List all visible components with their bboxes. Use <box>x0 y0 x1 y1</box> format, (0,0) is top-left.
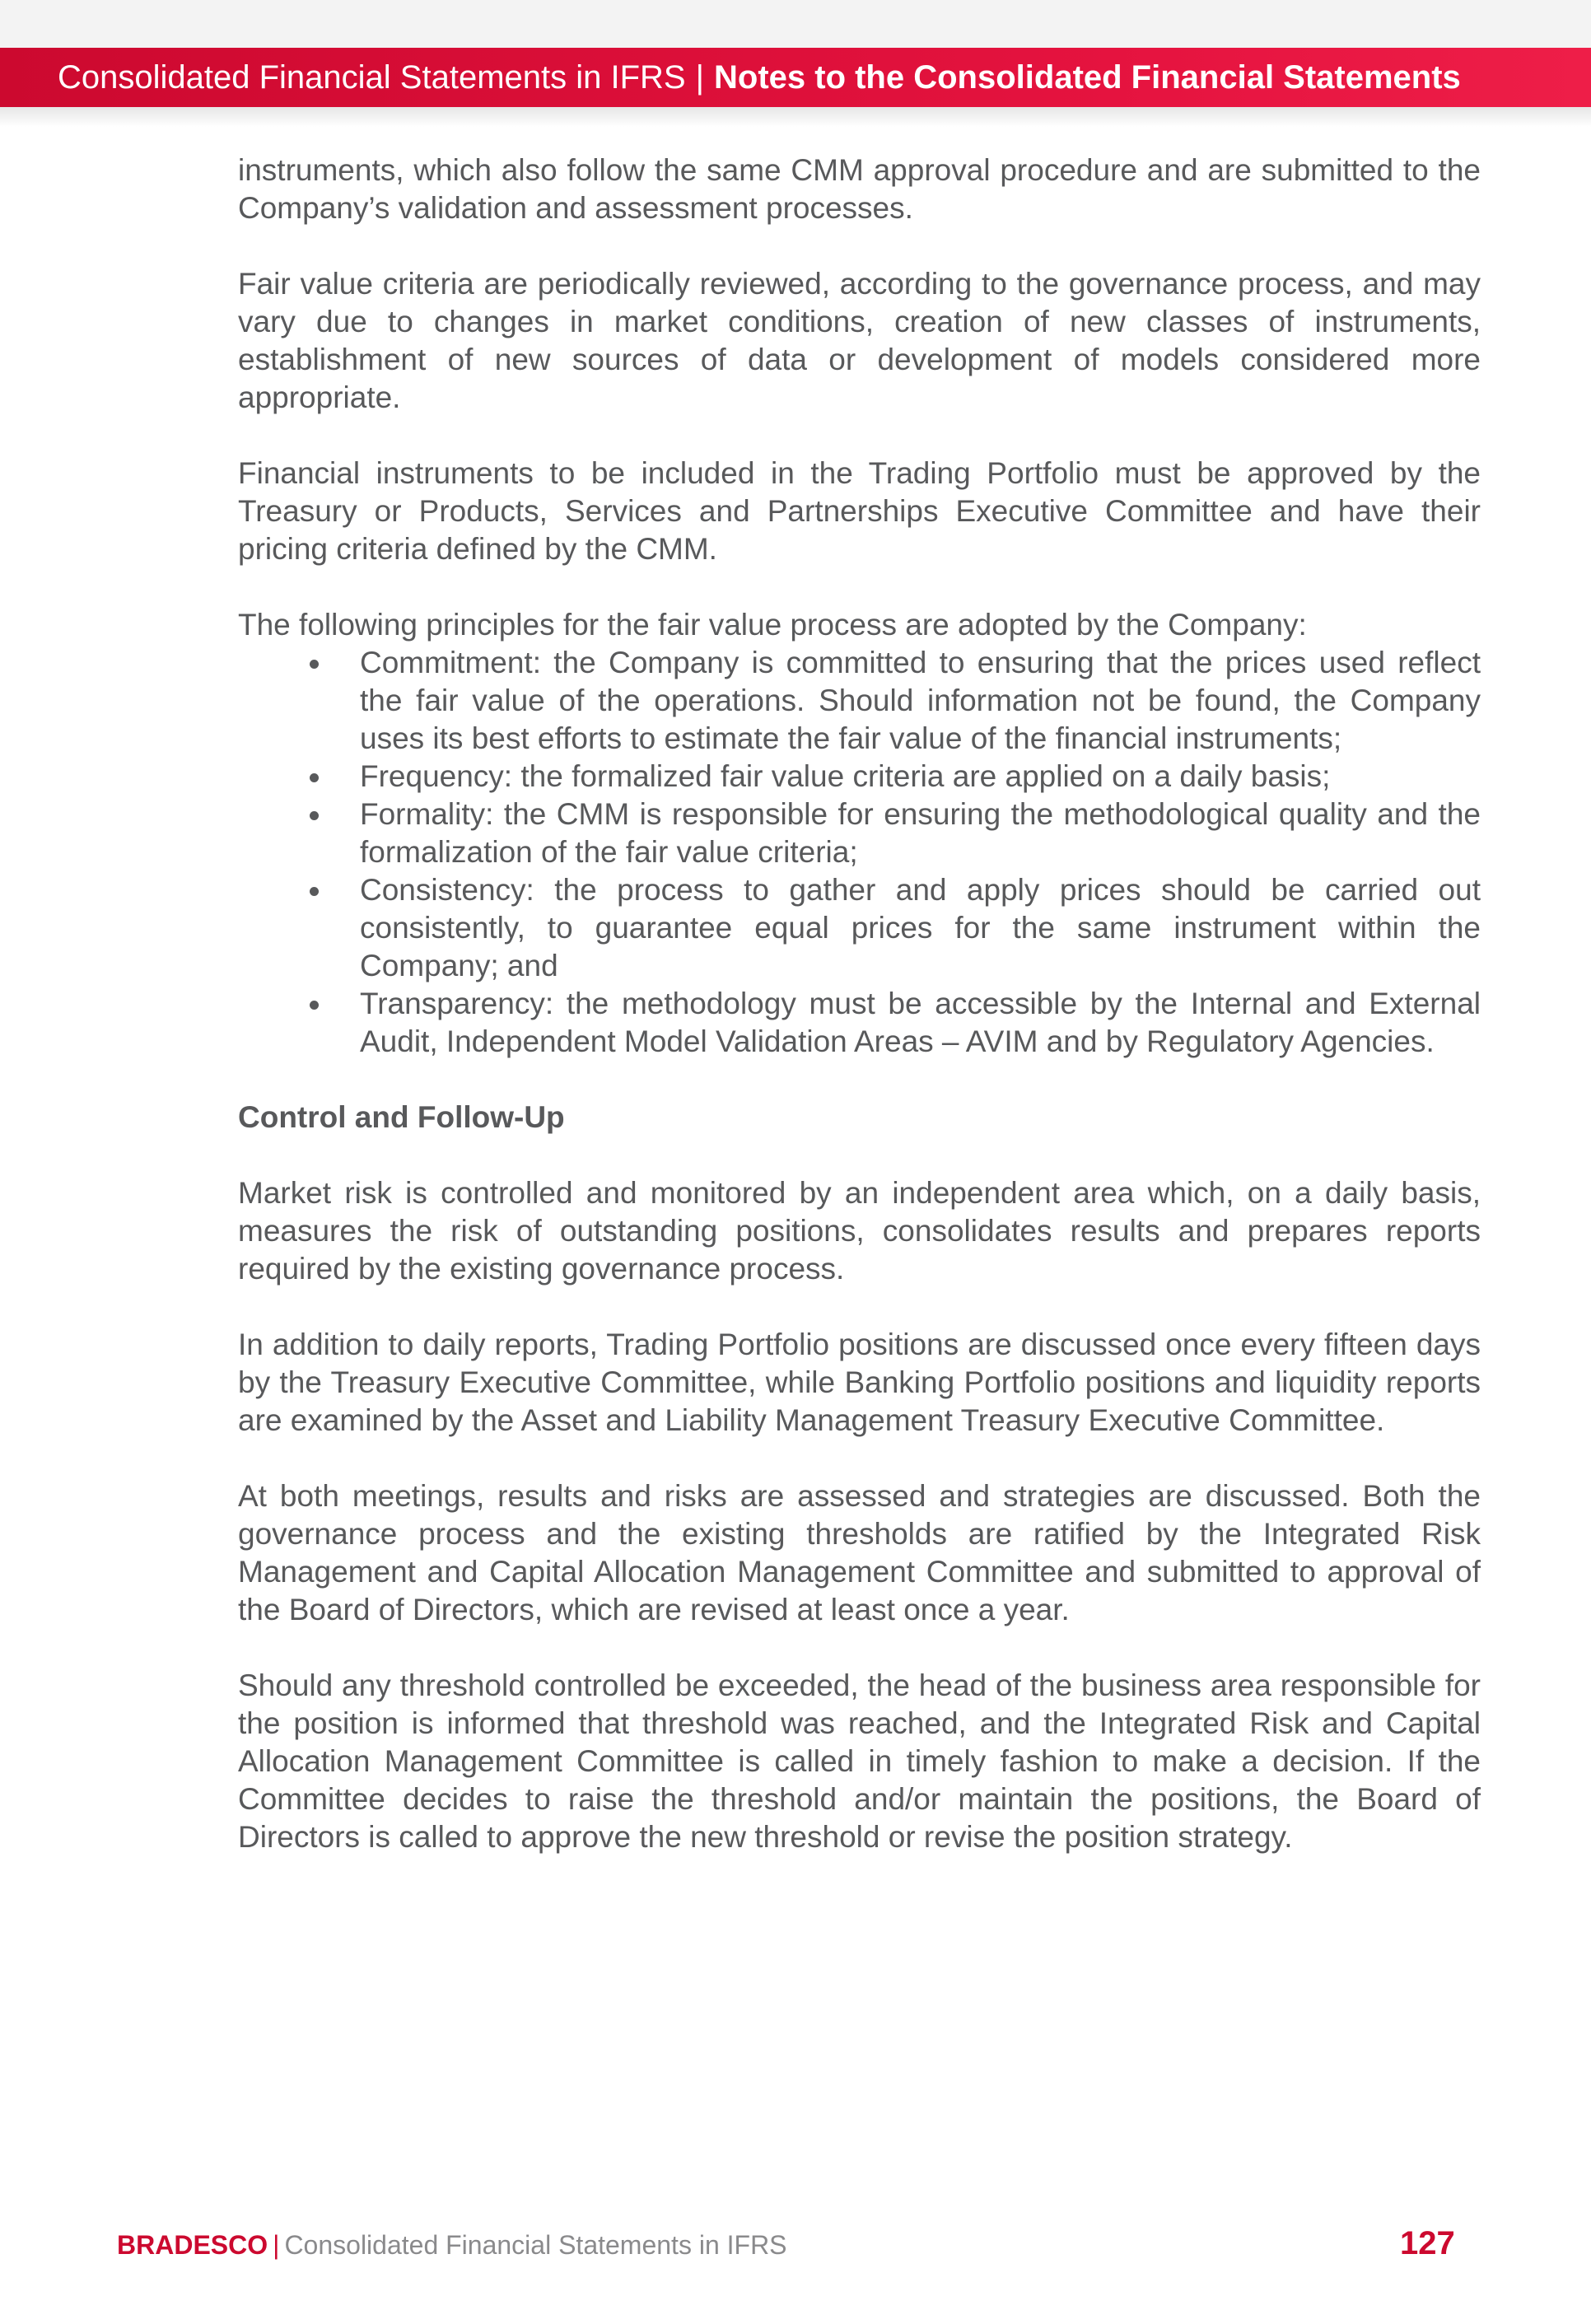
list-item: Formality: the CMM is responsible for ensuring the methodological quality and the formalization of the fair value criteria; <box>238 796 1481 871</box>
paragraph: instruments, which also follow the same CMM approval procedure and are submitted to the Company’s validation and assessment processes. <box>238 153 1481 225</box>
header-shadow <box>0 107 1591 127</box>
list-item: Commitment: the Company is committed to ensuring that the prices used reflect the fair value of the operations. Should information not be found, the Company uses its best efforts to estimate the fair value of the financial instruments; <box>238 644 1481 758</box>
header-section: Consolidated Financial Statements in IFRS <box>58 58 686 96</box>
list-item: Transparency: the methodology must be accessible by the Internal and External Audit, Independent Model Validation Areas – AVIM and by Regulatory Agencies. <box>238 985 1481 1061</box>
paragraph: Market risk is controlled and monitored by an independent area which, on a daily basis, measures the risk of outstanding positions, consolidates results and prepares reports required by the existing governance process. <box>238 1176 1481 1286</box>
paragraph: In addition to daily reports, Trading Portfolio positions are discussed once every fifteen days by the Treasury Executive Committee, while Banking Portfolio positions and liquidity reports are examined by the Asset and Liability Management Treasury Executive Committee. <box>238 1328 1481 1437</box>
footer <box>117 2230 787 2261</box>
principles-list <box>238 644 1481 1061</box>
footer-separator: | <box>273 2230 280 2260</box>
footer-doc-title: Consolidated Financial Statements in IFRS <box>284 2230 787 2260</box>
list-item: Frequency: the formalized fair value criteria are applied on a daily basis; <box>238 758 1481 796</box>
top-strip <box>0 0 1591 48</box>
header-separator: | <box>695 58 704 96</box>
paragraph: Should any threshold controlled be exceeded, the head of the business area responsible for the position is informed that threshold was reached, and the Integrated Risk and Capital Allocation Management Committee is called in timely fashion to make a decision. If the Committee decides to raise the threshold and/or maintain the positions, the Board of Directors is called to approve the new threshold or revise the position strategy. <box>238 1668 1481 1854</box>
paragraph: Financial instruments to be included in the Trading Portfolio must be approved by the Treasury or Products, Services and Partnerships Executive Committee and have their pricing criteria defined by the CMM. <box>238 456 1481 566</box>
footer-brand: BRADESCO <box>117 2230 268 2260</box>
principles-intro: The following principles for the fair value process are adopted by the Company: <box>238 608 1307 642</box>
paragraph: Fair value criteria are periodically reviewed, according to the governance process, and may vary due to changes in market conditions, creation of new classes of instruments, establishment of new sources of data or development of models considered more appropriate. <box>238 267 1481 414</box>
paragraph: At both meetings, results and risks are assessed and strategies are discussed. Both the governance process and the existing thresholds are ratified by the Integrated Risk Management and Capital Allocation Management Committee and submitted to approval of the Board of Directors, which are revised at least once a year. <box>238 1479 1481 1626</box>
header-bar <box>0 48 1591 107</box>
header-title: Notes to the Consolidated Financial Statements <box>714 58 1461 96</box>
list-item: Consistency: the process to gather and apply prices should be carried out consistently, to guarantee equal prices for the same instrument within the Company; and <box>238 871 1481 985</box>
page-content <box>238 152 1481 1894</box>
page-number: 127 <box>1400 2225 1455 2261</box>
section-heading: Control and Follow-Up <box>238 1100 565 1134</box>
